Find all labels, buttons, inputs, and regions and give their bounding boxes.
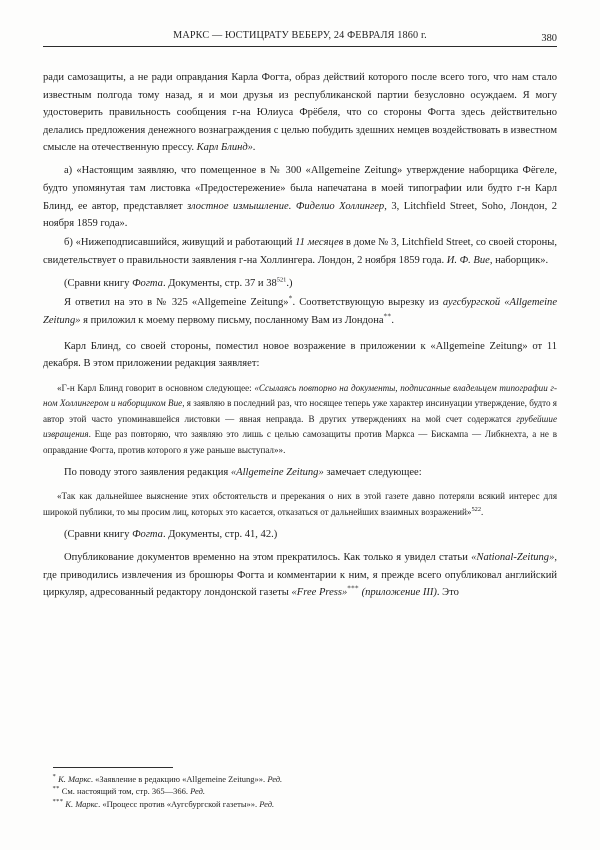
footnote-marker-3: ***	[52, 797, 64, 805]
p1-signature: Карл Блинд».	[196, 142, 256, 154]
paragraph-final	[43, 549, 557, 602]
p11-tail: . Это	[436, 587, 459, 599]
p9-tail: .	[481, 506, 484, 517]
running-header	[43, 0, 557, 47]
p8-italic: «Allgemeine Zeitung»	[230, 467, 324, 478]
p7-lead: «Г-н Карл Блинд говорит в основном следующее:	[57, 382, 255, 393]
p5-tail: я приложил к моему первому письму, посланному Вам из Лондона	[80, 314, 384, 326]
p3-italic-1: 11 месяцев	[295, 237, 344, 249]
footnote-ref-521: 521	[276, 276, 287, 284]
page-number: 380	[541, 33, 557, 44]
p11-lead: Опубликование документов временно на этом прекратилось. Как только я увидел статьи	[64, 552, 472, 564]
p7-mid: , я заявляю в последний раз, что носящее теперь уже характер инсинуации утверждение, будто я автор этой часто упоминавшейся листовки — явная неправда. В других утверждениях на мой счет содержатся	[43, 398, 557, 424]
paragraph-reply	[43, 294, 557, 329]
p10-italic: Фогта	[132, 529, 163, 541]
p8-tail: замечает следующее:	[323, 467, 422, 478]
page-body	[43, 69, 557, 602]
p7-italic-2: грубейшие извращения	[43, 413, 557, 439]
paragraph-reference-2	[43, 526, 557, 544]
p3-italic-2: И. Ф. Вие	[446, 254, 490, 266]
footnote-2-text: См. настоящий том, стр. 365—366.	[61, 786, 191, 797]
footnote-1-text: . «Заявление в редакцию «Allgemeine Zeitung»».	[90, 773, 268, 784]
paragraph-blind	[43, 338, 557, 373]
paragraph-b	[43, 234, 557, 269]
p8-lead: По поводу этого заявления редакция	[64, 467, 231, 478]
p4-lead: (Сравни книгу	[64, 278, 133, 290]
asterisk-ref-3: ***	[347, 584, 359, 593]
paragraph-editorial-note	[43, 464, 557, 482]
header-rule	[43, 46, 557, 47]
footnote-marker-1: *	[52, 772, 57, 780]
footnote-1-author: К. Маркс	[58, 773, 91, 784]
p5-end: .	[391, 314, 394, 326]
p11-italic-2: «Free Press»	[291, 587, 348, 599]
quote-block-1	[43, 381, 557, 459]
p4-tail: .)	[286, 278, 293, 290]
footnote-marker-2: **	[52, 785, 60, 793]
p4-mid: . Документы, стр. 37 и 38	[162, 278, 277, 290]
p5-mid: . Соответствующую вырезку из	[292, 297, 443, 309]
p3-mid: в доме № 3, Litchfield Street, со своей стороны, свидетельствует о правильности заявления г-на Холлингера. Лондон, 2 ноября 1859 года.	[43, 237, 557, 266]
p10-tail: . Документы, стр. 41, 42.)	[162, 529, 278, 541]
footnote-1	[43, 773, 557, 785]
p2-italic: злостное измышление. Фиделио Холлингер	[187, 200, 385, 212]
quote-block-2	[43, 489, 557, 520]
p11-italic-1: «National-Zeitung»	[471, 552, 555, 564]
footnote-3-author: К. Маркс	[65, 798, 99, 809]
footnote-2-editor: Ред.	[190, 786, 205, 797]
footnote-ref-522: 522	[471, 505, 482, 513]
footnote-3-text: . «Процесс против «Аугсбургской газеты»».	[98, 798, 260, 809]
footnote-3	[43, 798, 557, 810]
p1-text: ради самозащиты, а не ради оправдания Карла Фогта, образ действий которого после всего того, что нам стало известным полгода тому назад, я и мои друзья из республиканской партии безусловно осуждаем. Я могу удостоверить правильность сообщения г-на Юлиуса Фрёбеля, что со стороны Фогта здесь действительно делались предложения денежного вознаграждения с целью побудить здешних немцев воздействовать в известном смысле на отечественную прессу.	[43, 72, 557, 154]
paragraph-continuation	[43, 69, 557, 157]
p9-lead: «Так как дальнейшее выяснение этих обстоятельств и пререкания о них в этой газете давно потеряли всякий интерес для широкой публики, то мы просим лиц, которых это касается, отказаться от дальнейших взаимных возражений»	[43, 491, 557, 517]
footnote-rule	[53, 767, 173, 768]
paragraph-a	[43, 162, 557, 232]
paragraph-reference-1	[43, 275, 557, 293]
spacer	[43, 483, 557, 487]
footnote-2	[43, 785, 557, 797]
p7-tail: . Еще раз повторяю, что заявляю это лишь с целью самозащиты против Маркса — Бискампа — Либкнехта, а не в оправдание Фогта, против которого я уже раньше выступал»».	[43, 429, 557, 455]
asterisk-ref-2: **	[383, 312, 392, 321]
header-line	[43, 30, 557, 44]
p6-text: Карл Блинд, со своей стороны, поместил новое возражение в приложении к «Allgemeine Zeitung» от 11 декабря. В этом приложении редакция заявляет:	[43, 340, 557, 370]
p2-tail: , 3, Litchfield Street, Soho, Лондон, 2 ноября 1859 года».	[43, 200, 558, 230]
footnote-1-editor: Ред.	[267, 773, 283, 784]
spacer	[43, 331, 557, 338]
p10-lead: (Сравни книгу	[64, 529, 133, 541]
p3-lead: б) «Нижеподписавшийся, живущий и работающий	[64, 237, 296, 249]
p4-italic: Фогта	[132, 278, 163, 290]
footnote-3-editor: Ред.	[259, 798, 275, 809]
p5-italic: аугсбургской «Allgemeine Zeitung»	[43, 297, 557, 326]
p7-italic-1: «Ссылаясь повторно на документы, подписанные владельцем типографии г-ном Холлингером и наборщиком Вие	[43, 382, 557, 408]
p5-lead: Я ответил на это в № 325 «Allgemeine Zeitung»	[64, 297, 289, 309]
p11-mid: , где приводились извлечения из брошюры Фогта и комментарии к ним, я прежде всего опубликовал английский циркуляр, адресованный редактору лондонской газеты	[43, 552, 557, 599]
footnote-area	[43, 767, 557, 810]
asterisk-ref-1: *	[288, 294, 293, 303]
p11-italic-3: (приложение III)	[358, 587, 437, 599]
p3-tail: , наборщик».	[489, 254, 549, 266]
header-title: МАРКС — ЮСТИЦРАТУ ВЕБЕРУ, 24 ФЕВРАЛЯ 1860 г.	[173, 30, 427, 41]
p2-lead: а) «Настоящим заявляю, что помещенное в № 300 «Allgemeine Zeitung» утверждение наборщика Фёгеле, будто упомянутая там листовка «Предостережение» была напечатана в моей типографии или будто г-н Карл Блинд, ее автор, представляет	[43, 165, 557, 212]
spacer	[43, 375, 557, 379]
